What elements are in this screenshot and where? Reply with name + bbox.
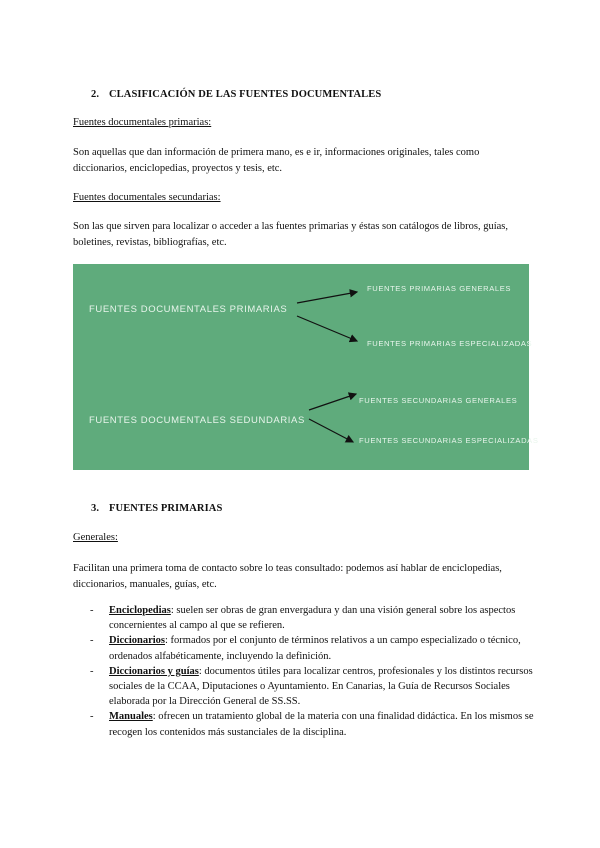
primary-special-label: FUENTES PRIMARIAS ESPECIALIZADAS <box>367 339 533 348</box>
item-term: Diccionarios y guías <box>109 665 199 677</box>
primary-general-label: FUENTES PRIMARIAS GENERALES <box>367 284 512 293</box>
arrow-secondary-special <box>309 419 353 442</box>
secondary-sources-text: Son las que sirven para localizar o acceder a las fuentes primarias y éstas son catálogos de libros, guías, boletines, revistas, bibliografías, etc. <box>73 221 509 248</box>
section-3-heading <box>91 503 222 514</box>
primary-sources-text: Son aquellas que dan información de primera mano, es e ir, informaciones originales, tales como diccionarios, enciclopedias, proyectos y tesis, etc. <box>73 147 480 174</box>
general-intro-text: Facilitan una primera toma de contacto sobre lo teas consultado: podemos así hablar de enciclopedias, diccionarios, manuales, guías, etc. <box>73 563 502 590</box>
list-item: - Enciclopedias: suelen ser obras de gran envergadura y dan una visión general sobre los aspectos concernientes al campo al que se refieren. <box>90 605 516 632</box>
secondary-sources-subheading: Fuentes documentales secundarias: <box>73 192 221 203</box>
list-item: - Diccionarios: formados por el conjunto de términos relativos a un campo especializado o técnico, ordenados alfabéticamente, incluyendo la definición. <box>90 635 521 662</box>
section-2-number: 2. <box>91 89 100 100</box>
item-term: Diccionarios <box>109 635 165 647</box>
arrow-secondary-general <box>309 394 356 410</box>
secondary-special-label: FUENTES SECUNDARIAS ESPECIALIZADAS <box>359 436 539 445</box>
arrow-primary-special <box>297 316 357 341</box>
item-text: : formados por el conjunto de términos relativos a un campo especializado o técnico, ordenados alfabéticamente, incluyendo la definición. <box>109 635 521 662</box>
section-2-title: CLASIFICACIÓN DE LAS FUENTES DOCUMENTALES <box>109 89 382 100</box>
secondary-sources-label: FUENTES DOCUMENTALES SEDUNDARIAS <box>89 415 305 426</box>
section-3-title: FUENTES PRIMARIAS <box>109 503 223 514</box>
primary-sources-subheading: Fuentes documentales primarias: <box>73 117 212 128</box>
item-text: : documentos útiles para localizar centros, profesionales y los distintos recursos sociales de la CCAA, Diputaciones o Ayuntamiento. En Canarias, la Guía de Recursos Sociales elaborada por la Dirección General de SS.SS. <box>109 665 533 708</box>
classification-diagram <box>73 264 539 470</box>
secondary-general-label: FUENTES SECUNDARIAS GENERALES <box>359 396 518 405</box>
primary-sources-label: FUENTES DOCUMENTALES PRIMARIAS <box>89 304 288 315</box>
item-term: Manuales <box>109 711 153 723</box>
item-term: Enciclopedias <box>109 605 171 616</box>
arrow-primary-general <box>297 292 357 303</box>
primary-sources-list <box>90 603 535 740</box>
section-2-heading <box>91 89 381 100</box>
list-item: - Manuales: ofrecen un tratamiento global de la materia con una finalidad didáctica. En los mismos se recogen los contenidos más sustanciales de la disciplina. <box>90 711 534 738</box>
item-text: : suelen ser obras de gran envergadura y dan una visión general sobre los aspectos concernientes al campo al que se refieren. <box>109 605 516 632</box>
section-3-number: 3. <box>91 503 100 514</box>
item-text: : ofrecen un tratamiento global de la materia con una finalidad didáctica. En los mismos se recogen los contenidos más sustanciales de la disciplina. <box>109 711 534 738</box>
list-item: - Diccionarios y guías: documentos útiles para localizar centros, profesionales y los distintos recursos sociales de la CCAA, Diputaciones o Ayuntamiento. En Canarias, la Guía de Recursos Sociales elaborada por la Dirección General de SS.SS. <box>90 665 533 708</box>
general-subheading: Generales: <box>73 532 118 543</box>
